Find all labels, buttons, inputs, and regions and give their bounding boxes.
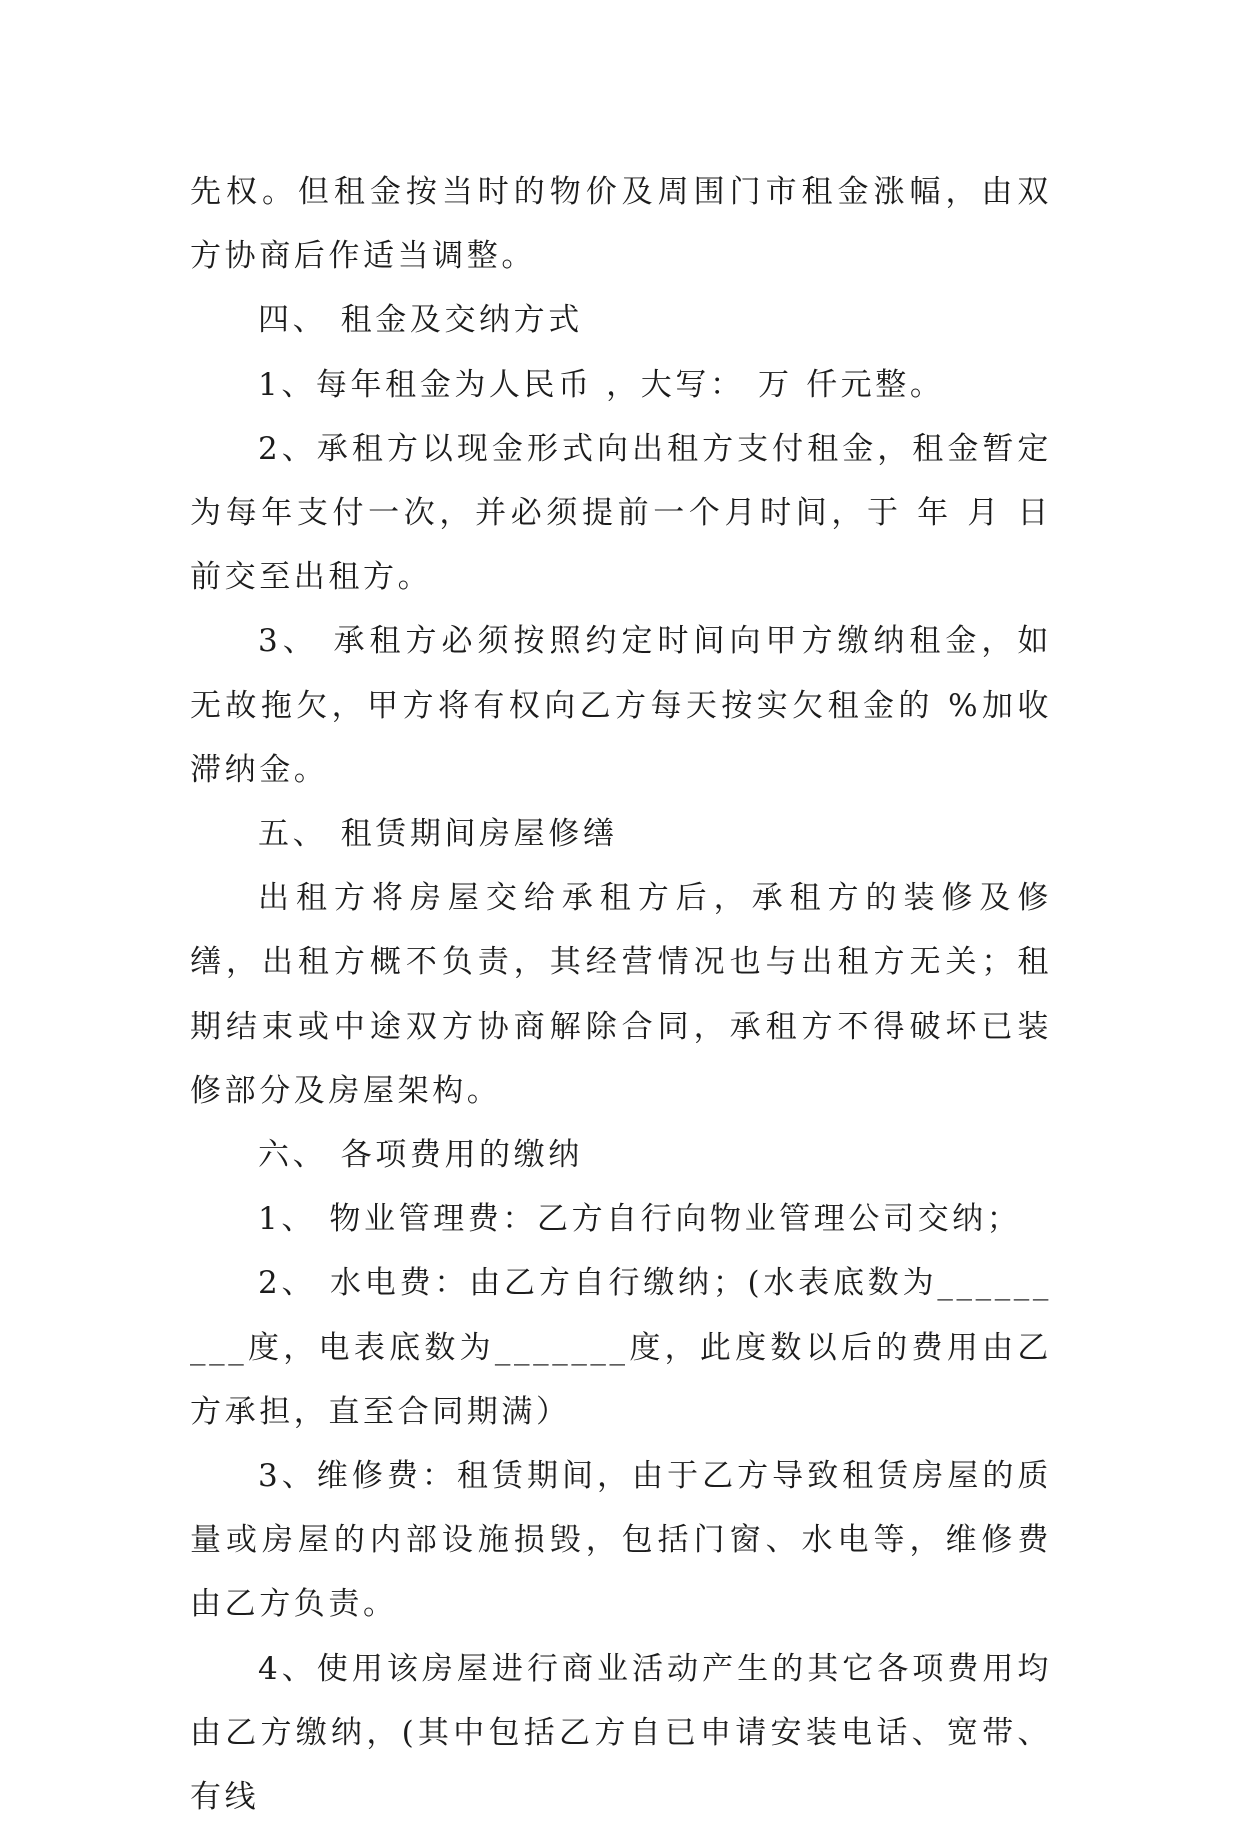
clause-property-fee: 1、 物业管理费：乙方自行向物业管理公司交纳；: [258, 1201, 1022, 1238]
clause-late-fee: 3、 承租方必须按照约定时间向甲方缴纳租金，如无故拖欠，甲方将有权向乙方每天按实欠租金的 %加收滞纳金。: [190, 623, 1052, 788]
section-heading-fees: 六、 各项费用的缴纳: [258, 1137, 583, 1174]
clause-maintenance: 3、维修费：租赁期间，由于乙方导致租赁房屋的质量或房屋的内部设施损毁，包括门窗、水电等，维修费由乙方负责。: [190, 1458, 1052, 1623]
clause-utilities: 2、 水电费：由乙方自行缴纳；(水表底数为_________度，电表底数为_______度，此度数以后的费用由乙方承担，直至合同期满）: [190, 1265, 1052, 1430]
section-heading-repairs: 五、 租赁期间房屋修缮: [258, 816, 618, 853]
paragraph-rent-adjustment: 先权。但租金按当时的物价及周围门市租金涨幅，由双方协商后作适当调整。: [190, 174, 1052, 275]
document-body: [190, 160, 1052, 1829]
section-heading-rent-payment: 四、 租金及交纳方式: [258, 302, 583, 339]
paragraph-repairs: 出租方将房屋交给承租方后，承租方的装修及修缮，出租方概不负责，其经营情况也与出租方无关；租期结束或中途双方协商解除合同，承租方不得破坏已装修部分及房屋架构。: [190, 880, 1052, 1109]
clause-other-fees: 4、使用该房屋进行商业活动产生的其它各项费用均由乙方缴纳，(其中包括乙方自已申请安装电话、宽带、有线: [190, 1650, 1052, 1816]
clause-payment-method: 2、承租方以现金形式向出租方支付租金，租金暂定为每年支付一次，并必须提前一个月时间，于 年 月 日前交至出租方。: [190, 430, 1052, 596]
clause-annual-rent: 1、每年租金为人民币 ，大写： 万 仟元整。: [258, 366, 945, 403]
